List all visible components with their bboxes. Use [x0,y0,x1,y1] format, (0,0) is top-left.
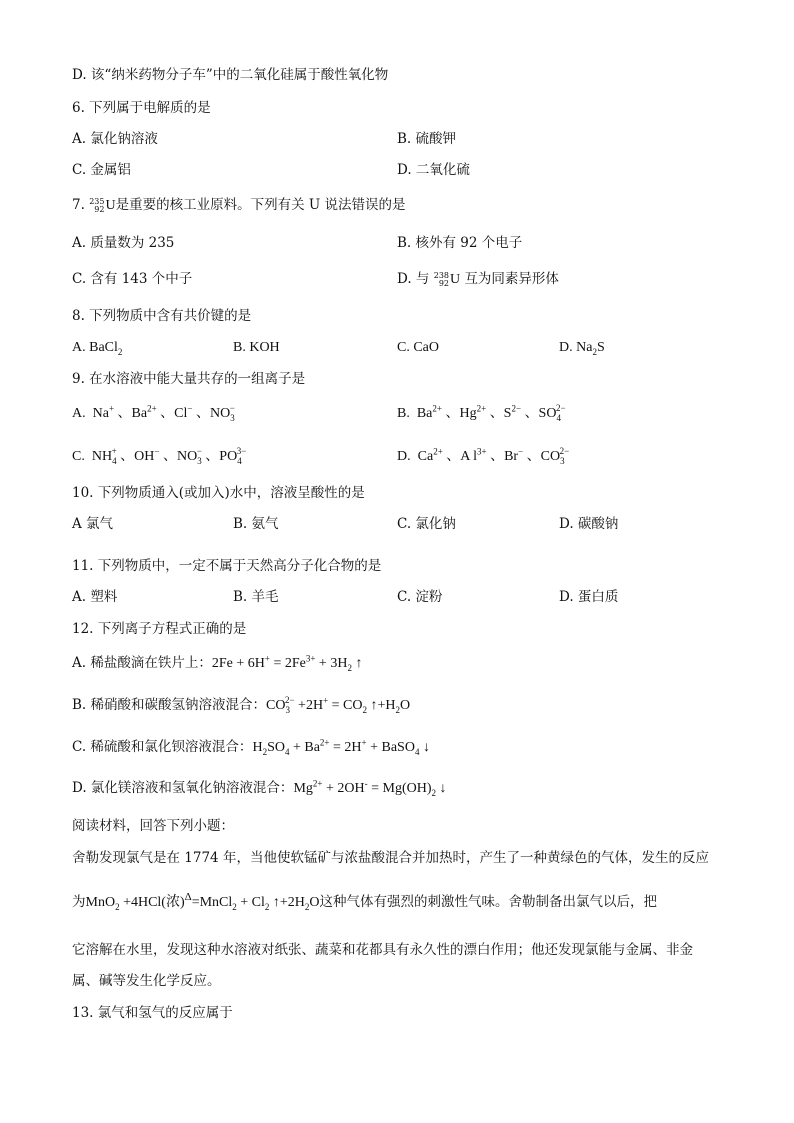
q11-option-d: D. 蛋白质 [559,589,619,605]
reading-paragraph-line-1: 舍勒发现氯气是在 1774 年，当他使软锰矿与浓盐酸混合并加热时，产生了一种黄绿色的气体，发生的反应 [72,850,709,866]
q6-option-b: B. 硫酸钾 [397,131,457,147]
q9-option-d: D. $Ca^{2+}$ 、A $l^{3+}$ 、Br− 、$CO_3^{2-}$ [397,446,570,466]
q7-number: 7. [72,197,85,213]
q5-option-d: D. 该“纳米药物分子车”中的二氧化硅属于酸性氧化物 [72,67,389,83]
q10-option-b: B. 氨气 [233,516,279,532]
q10-option-c: C. 氯化钠 [397,516,456,532]
q9-stem: 9. 在水溶液中能大量共存的一组离子是 [72,371,306,387]
q7-option-a: A. 质量数为 235 [72,235,175,251]
q7-option-b: B. 核外有 92 个电子 [397,235,523,251]
q6-option-a: A. 氯化钠溶液 [72,131,158,147]
q12-option-a: A. 稀盐酸滴在铁片上：$2Fe + 6H^+ = 2Fe^{3+} + 3H_2$ ↑ [72,653,363,673]
q7-isotope-indices: 235 92 [89,196,105,214]
q7-isotope-symbol: U [105,198,116,213]
q10-option-a: A 氯气 [72,516,114,532]
q8-option-b: B. KOH [233,340,280,355]
q7-option-d: D. 与 238 92 U 互为同素异形体 [397,270,559,288]
q13-stem: 13. 氯气和氢气的反应属于 [72,1005,233,1021]
q10-stem: 10. 下列物质通入(或加入)水中，溶液呈酸性的是 [72,485,365,501]
q8-stem: 8. 下列物质中含有共价键的是 [72,308,252,324]
q12-stem: 12. 下列离子方程式正确的是 [72,621,247,637]
q6-option-c: C. 金属铝 [72,162,131,178]
q6-option-d: D. 二氧化硫 [397,162,470,178]
reading-paragraph-line-4: 属、碱等发生化学反应。 [72,973,221,989]
q7-d-isotope-indices: 238 92 [433,270,450,288]
q10-option-d: D. 碳酸钠 [559,516,619,532]
q8-option-c: C. CaO [397,340,439,355]
q9-option-c: C. $NH_4^+$ 、OH− 、$NO_3^-$ 、$PO_4^{3-}$ [72,446,247,466]
q11-option-a: A. 塑料 [72,589,118,605]
reading-intro: 阅读材料，回答下列小题： [72,818,234,834]
q12-option-b: B. 稀硝酸和碳酸氢钠溶液混合：$CO_3^{2-} +2H^+ = CO_2$ $↑+H_2O$ [72,695,411,715]
q9-option-a: A. Na+ 、$Ba^{2+}$ 、Cl− 、$NO_3^-$ [72,403,235,423]
q12-option-c: C. 稀硫酸和氯化钡溶液混合：$H_2SO_4 + Ba^{2+} = 2H^+$ + BaSO$_4$ ↓ [72,737,430,757]
reading-paragraph-line-2: 为MnO$_2$ +4HCl(浓)Δ=MnCl$_2$ + $Cl_2$ $↑+2H_2O$这种气体有强烈的刺激性气味。舍勒制备出氯气以后，把 [72,891,658,912]
q8-option-a: A. BaCl$_2$ [72,340,123,357]
q7-option-c: C. 含有 143 个中子 [72,271,193,287]
q12-option-d: D. 氯化镁溶液和氢氧化钠溶液混合：$Mg^{2+} + 2OH^- = Mg(OH)_2$ ↓ [72,778,447,798]
q11-stem: 11. 下列物质中，一定不属于天然高分子化合物的是 [72,558,382,574]
q8-option-d: D. $Na_2S$ [559,340,605,357]
q7-stem-text: 是重要的核工业原料。下列有关 U 说法错误的是 [115,197,406,213]
reading-paragraph-line-3: 它溶解在水里，发现这种水溶液对纸张、蔬菜和花都具有永久性的漂白作用；他还发现氯能与金属、非金 [72,942,693,958]
q9-option-b: B. $Ba^{2+}$ 、$Hg^{2+}$ 、$S^{2-}$ 、$SO_4^{2-}$ [397,403,566,423]
q6-stem: 6. 下列属于电解质的是 [72,100,211,116]
q11-option-c: C. 淀粉 [397,589,443,605]
q7-stem [72,196,406,215]
q11-option-b: B. 羊毛 [233,589,279,605]
